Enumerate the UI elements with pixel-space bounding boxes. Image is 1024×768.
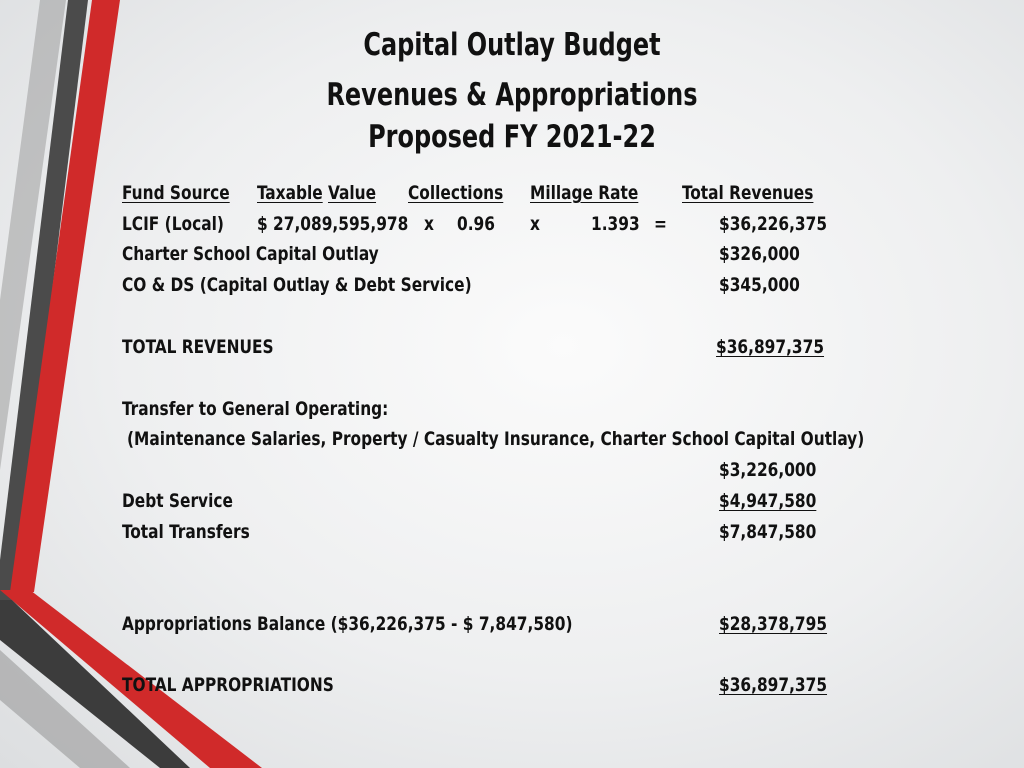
title-line-2: Revenues & Appropriations <box>326 77 698 113</box>
transfer-label: Transfer to General Operating: <box>122 398 389 420</box>
debt-service-label: Debt Service <box>122 490 233 512</box>
total-transfers-amount: $7,847,580 <box>719 521 817 543</box>
title-line-3: Proposed FY 2021-22 <box>368 119 656 155</box>
appropriations-balance-label: Appropriations Balance ($36,226,375 - $ 7,847,580) <box>122 613 573 635</box>
header-total-revenues: Total Revenues <box>682 182 814 204</box>
lcif-operator-1: x <box>424 213 434 235</box>
header-collections: Collections <box>408 182 504 204</box>
lcif-millage: 1.393 <box>591 213 640 235</box>
lcif-operator-2: x <box>530 213 540 235</box>
total-revenues-label: TOTAL REVENUES <box>122 336 274 358</box>
total-revenues-amount: $36,897,375 <box>716 336 825 358</box>
header-millage-rate: Millage Rate <box>530 182 639 204</box>
lcif-total: $36,226,375 <box>719 213 828 235</box>
lcif-equals: = <box>654 213 667 235</box>
co-ds-amount: $345,000 <box>719 274 800 296</box>
total-appropriations-amount: $36,897,375 <box>719 674 828 696</box>
co-ds-label: CO & DS (Capital Outlay & Debt Service) <box>122 274 472 296</box>
charter-label: Charter School Capital Outlay <box>122 243 379 265</box>
lcif-taxable-value: $ 27,089,595,978 <box>257 213 409 235</box>
appropriations-balance-amount: $28,378,795 <box>719 613 828 635</box>
title-line-1: Capital Outlay Budget <box>363 27 661 63</box>
header-fund-source: Fund Source <box>122 182 230 204</box>
debt-service-amount: $4,947,580 <box>719 490 817 512</box>
total-transfers-label: Total Transfers <box>122 521 250 543</box>
charter-amount: $326,000 <box>719 243 800 265</box>
header-value: Value <box>328 182 377 204</box>
transfer-amount: $3,226,000 <box>719 459 817 481</box>
lcif-collections: 0.96 <box>457 213 495 235</box>
transfer-detail: (Maintenance Salaries, Property / Casualty Insurance, Charter School Capital Outlay) <box>127 428 865 450</box>
header-taxable: Taxable <box>257 182 323 204</box>
total-appropriations-label: TOTAL APPROPRIATIONS <box>122 674 334 696</box>
lcif-label: LCIF (Local) <box>122 213 224 235</box>
